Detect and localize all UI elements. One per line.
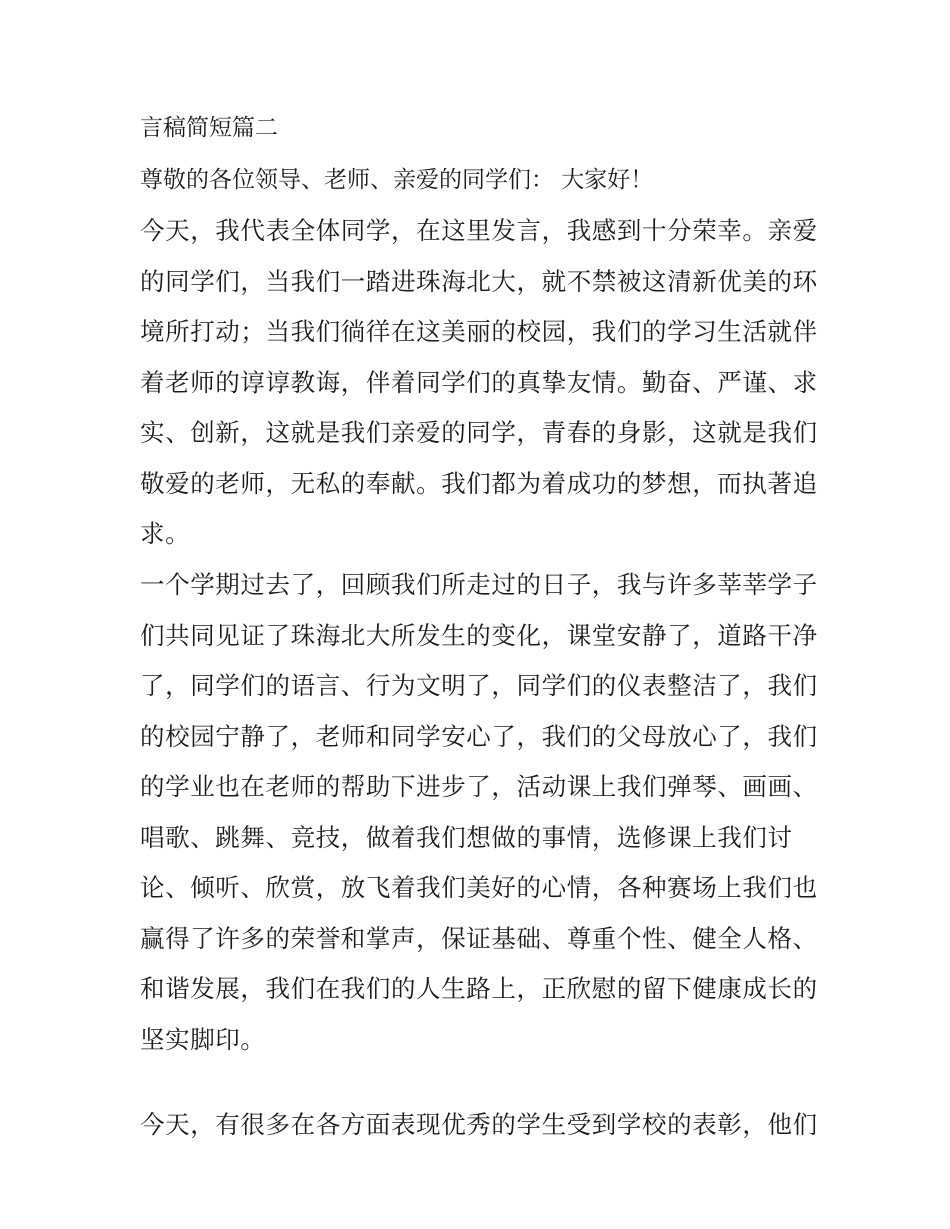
paragraph-line: 坚实脚印。 [140,1024,266,1054]
paragraph-line: 的学业也在老师的帮助下进步了，活动课上我们弹琴、画画、 [140,772,818,801]
paragraph-line: 今天，我代表全体同学，在这里发言，我感到十分荣幸。亲爱 [140,216,818,245]
paragraph-line: 们共同见证了珠海北大所发生的变化，课堂安静了，道路干净 [140,620,818,650]
paragraph-3 [140,1100,820,1151]
paragraph-line: 赢得了许多的荣誉和掌声，保证基础、尊重个性、健全人格、 [140,923,818,953]
paragraph-line: 的校园宁静了，老师和同学安心了，我们的父母放心了，我们 [140,721,818,751]
paragraph-line: 敬爱的老师，无私的奉献。我们都为着成功的梦想，而执著追 [140,468,818,498]
paragraph-line: 了，同学们的语言、行为文明了，同学们的仪表整洁了，我们 [140,671,818,700]
paragraph-line: 唱歌、跳舞、竞技，做着我们想做的事情，选修课上我们讨 [140,822,793,852]
paragraph-line: 的同学们，当我们一踏进珠海北大，就不禁被这清新优美的环 [140,266,818,296]
paragraph-line: 求。 [140,519,191,548]
paragraph-line: 论、倾听、欣赏，放飞着我们美好的心情，各种赛场上我们也 [140,873,818,902]
paragraph-line: 和谐发展，我们在我们的人生路上，正欣慰的留下健康成长的 [140,974,818,1003]
paragraph-line: 实、创新，这就是我们亲爱的同学，青春的身影，这就是我们 [140,418,818,447]
paragraph-2 [140,560,820,1065]
paragraph-line: 着老师的谆谆教诲，伴着同学们的真挚友情。勤奋、严谨、求 [140,367,818,397]
document-heading: 言稿简短篇二 [140,115,278,141]
paragraph-line: 境所打动；当我们徜徉在这美丽的校园，我们的学习生活就伴 [140,317,818,346]
paragraph-line: 一个学期过去了，回顾我们所走过的日子，我与许多莘莘学子 [140,570,818,599]
paragraph-line: 今天，有很多在各方面表现优秀的学生受到学校的表彰，他们 [140,1110,818,1139]
salutation-line: 尊敬的各位领导、老师、亲爱的同学们： 大家好！ [140,167,654,193]
paragraph-1 [140,206,820,560]
